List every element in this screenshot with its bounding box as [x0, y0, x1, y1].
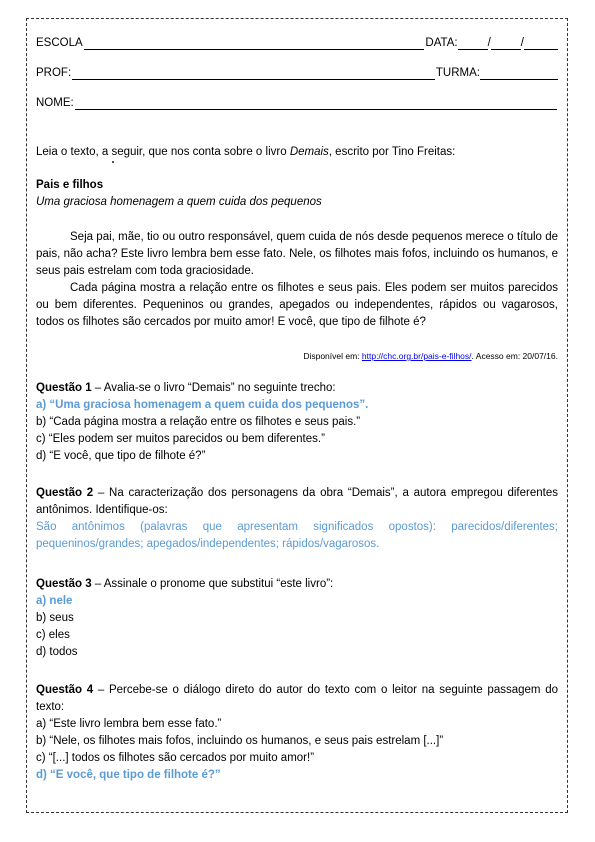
date-month-field[interactable]: [491, 37, 521, 50]
q1-text: – Avalia-se o livro “Demais” no seguinte trecho:: [91, 382, 336, 394]
date-sep-2: /: [520, 37, 524, 49]
q4-option-c: c) “[...] todos os filhotes são cercados por muito amor!”: [36, 752, 315, 764]
turma-field[interactable]: [480, 67, 558, 80]
q3-label: Questão 3: [36, 578, 92, 590]
q3-option-a: a) nele: [36, 595, 73, 607]
question-4: [36, 682, 558, 784]
q3-option-b: b) seus: [36, 612, 74, 624]
q1-option-c: c) “Eles podem ser muitos parecidos ou bem diferentes.”: [36, 433, 325, 445]
q1-option-d: d) “E você, que tipo de filhote é?”: [36, 450, 206, 462]
q1-option-a: a) “Uma graciosa homenagem a quem cuida dos pequenos”.: [36, 399, 369, 411]
prof-row: [36, 66, 558, 80]
q3-option-c: c) eles: [36, 629, 70, 641]
intro-suffix: , escrito por Tino Freitas:: [328, 146, 456, 158]
q4-option-a: a) “Este livro lembra bem esse fato.”: [36, 718, 222, 730]
q2-text: – Na caracterização dos personagens da obra “Demais”, a autora empregou diferentes antônimos. Identifique-os:: [36, 487, 558, 516]
prof-label: PROF:: [36, 67, 72, 79]
source-citation: [303, 351, 558, 361]
prof-field[interactable]: [72, 67, 435, 80]
question-3: [36, 576, 558, 661]
escola-field[interactable]: [84, 37, 425, 50]
q4-text: – Percebe-se o diálogo direto do autor do texto com o leitor na seguinte passagem do texto:: [36, 684, 558, 713]
q1-label: Questão 1: [36, 382, 92, 394]
q2-label: Questão 2: [36, 487, 94, 499]
date-year-field[interactable]: [524, 37, 558, 50]
source-prefix: Disponível em:: [303, 351, 362, 361]
source-suffix: . Acesso em: 20/07/16.: [471, 351, 558, 361]
q1-option-b: b) “Cada página mostra a relação entre os filhotes e seus pais.”: [36, 416, 361, 428]
article-body: [36, 229, 558, 331]
intro-book: Demais: [289, 146, 329, 158]
nome-row: [36, 96, 558, 110]
escola-row: [36, 36, 558, 50]
question-2: [36, 485, 558, 553]
date-sep-1: /: [487, 37, 491, 49]
article-paragraph-2: Cada página mostra a relação entre os filhotes e seus pais. Eles podem ser muitos parecidos ou bem diferentes. Pequeninos ou grandes, apegados ou independentes, rápidos ou vagarosos, todos os filhotes são cercados por muito amor! E você, que tipo de filhote é?: [36, 282, 558, 328]
article-title: Pais e filhos: [36, 179, 104, 191]
data-label: DATA:: [425, 37, 458, 49]
nome-label: NOME:: [36, 97, 74, 109]
article-paragraph-1: Seja pai, mãe, tio ou outro responsável, quem cuida de nós desde pequenos merece o título de pais, não acha? Este livro lembra bem esse fato. Nele, os filhotes mais fofos, incluindo os humanos, e seus pais estrelam com toda graciosidade.: [36, 231, 558, 277]
q4-option-b: b) “Nele, os filhotes mais fofos, incluindo os humanos, e seus pais estrelam [...]”: [36, 735, 444, 747]
q2-answer: São antônimos (palavras que apresentam significados opostos): parecidos/diferentes; pequeninos/grandes; apegados/independentes; rápidos/vagarosos.: [36, 521, 558, 550]
q3-text: – Assinale o pronome que substitui “este livro”:: [91, 578, 334, 590]
q4-option-d: d) “E você, que tipo de filhote é?”: [36, 769, 221, 781]
escola-label: ESCOLA: [36, 37, 83, 49]
stray-dot: [112, 161, 114, 163]
intro-prefix: Leia o texto, a seguir, que nos conta sobre o livro: [36, 146, 290, 158]
nome-field[interactable]: [75, 97, 557, 110]
q3-option-d: d) todos: [36, 646, 78, 658]
q4-label: Questão 4: [36, 684, 94, 696]
intro-text: [36, 144, 558, 161]
date-day-field[interactable]: [458, 37, 488, 50]
question-1: [36, 380, 558, 465]
article-subtitle: Uma graciosa homenagem a quem cuida dos pequenos: [36, 196, 322, 208]
turma-label: TURMA:: [435, 67, 480, 79]
source-link[interactable]: http://chc.org.br/pais-e-filhos/: [361, 351, 472, 361]
